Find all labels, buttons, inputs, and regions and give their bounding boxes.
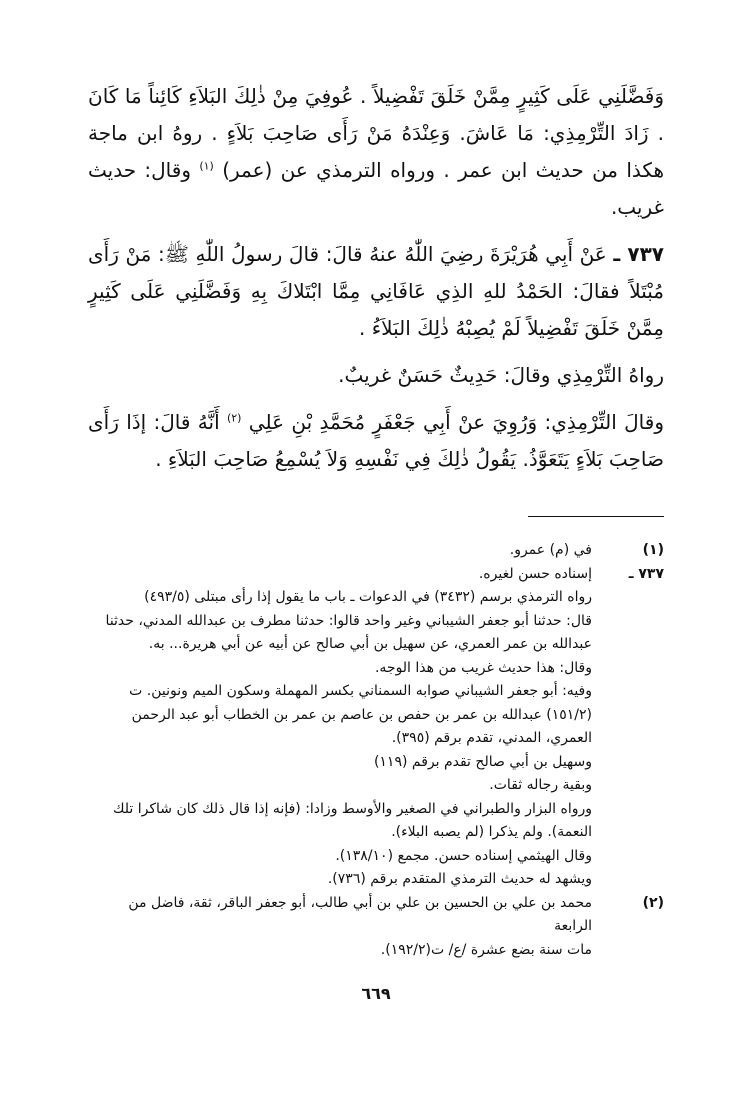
paragraph-4: [88, 404, 664, 478]
footnote-2-body: [88, 892, 592, 963]
footnote-ref-2[interactable]: (٢): [226, 411, 242, 425]
footnote-line: النعمة). ولم يذكرا (لم يصبه البلاء).: [391, 824, 592, 840]
footnote-2-label: (٢): [642, 894, 664, 911]
paragraph-1: [88, 78, 664, 226]
footnote-line: قال: حدثنا أبو جعفر الشيباني وغير واحد قالوا: حدثنا مطرف بن عبدالله المدني، حدثنا: [105, 612, 592, 629]
footnote-1-label: (١): [642, 542, 664, 558]
main-text: [88, 78, 664, 478]
hadith-737: [88, 236, 664, 347]
footnote-line: محمد بن علي بن الحسين بن علي بن أبي طالب، أبو جعفر الباقر، ثقة، فاضل من الرابعة: [128, 894, 592, 934]
footnote-line: وقال الهيثمي إسناده حسن. مجمع (١٣٨/١٠).: [335, 847, 592, 864]
footnote-line: مات سنة بضع عشرة /ع/ ت(١٩٢/٢).: [380, 941, 592, 958]
footnote-737-body: [88, 563, 592, 892]
paragraph-3: [88, 357, 664, 394]
footnote-divider: [528, 516, 664, 517]
footnote-ref-1[interactable]: (١): [199, 159, 214, 173]
footnote-line: عبدالله بن عمر العمري، عن سهيل بن أبي صالح عن أبيه عن أبي هريرة... به.: [148, 636, 592, 652]
paragraph-4-text: وقالَ التِّرْمِذِي: وَرُوِيَ عنْ أَبِي جَعْفَرٍ مُحَمَّدِ بْنِ عَلِي: [248, 410, 664, 434]
paragraph-1-text: وَفَضَّلَنِي عَلَى كَثِيرٍ مِمَّنْ خَلَقَ تَفْضِيلاً . عُوفِيَ مِنْ ذٰلِكَ البَلاَءِ كَائِناً مَا كَانَ . زَادَ التِّرْمِذِي: مَا عَاشَ. وَعِنْدَهُ مَنْ رَأَى صَاحِبَ بَلاَءٍ . روهُ ابن ماجة هكذا من حديث ابن عمر . ورواه الترمذي عن (عمر): [88, 84, 664, 182]
paragraph-4-tail: أَنَّهُ قالَ: إذَا رَأَى صَاحِبَ بَلاَءٍ يَتَعَوَّذُ. يَقُولُ ذٰلِكَ فِي نَفْسِهِ وَلاَ يُسْمِعُ صَاحِبَ البَلاَءِ .: [88, 410, 664, 471]
hadith-737-text: عَنْ أَبِي هُرَيْرَةَ رضِيَ اللّٰهُ عنهُ قالَ: قالَ رسولُ اللّٰهِ ﷺ: مَنْ رَأَى مُبْتَلاً فقالَ: الحَمْدُ للهِ الذِي عَافَانِي مِمَّا ابْتَلاكَ بِهِ وَفَضَّلَنِي عَلَى كَثِيرٍ مِمَّنْ خَلَقَ تَفْضِيلاً لَمْ يُصِبْهُ ذٰلِكَ البَلاَءُ .: [88, 242, 664, 340]
footnote-line: وسهيل بن أبي صالح تقدم برقم (١١٩): [373, 753, 592, 770]
footnote-line: رواه الترمذي برسم (٣٤٣٢) في الدعوات ـ باب ما يقول إذا رأى مبتلى (٤٩٣/٥): [144, 589, 592, 605]
footnote-line: إسناده حسن لغيره.: [478, 565, 592, 582]
footnotes: [88, 539, 664, 962]
footnote-line: العمري، المدني، تقدم برقم (٣٩٥).: [391, 730, 592, 746]
paragraph-1-tail: وقال: حديث غريب.: [88, 158, 664, 219]
footnote-1: [88, 539, 664, 563]
footnote-line: ويشهد له حديث الترمذي المتقدم برقم (٧٣٦).: [327, 871, 592, 887]
footnote-line: ورواه البزار والطبراني في الصغير والأوسط وزادا: (فإنه إذا قال ذلك كان شاكرا تلك: [112, 800, 592, 817]
footnote-737: [88, 563, 664, 892]
footnote-line: وقال: هذا حديث غريب من هذا الوجه.: [374, 659, 592, 676]
footnote-line: وفيه: أبو جعفر الشيباني صوابه السمناني بكسر المهملة وسكون الميم ونونين. ت: [129, 683, 592, 699]
hadith-number: ٧٣٧ ـ: [613, 242, 664, 266]
footnote-737-label: ٧٣٧ ـ: [628, 565, 664, 582]
footnote-line: (١٥١/٢) عبدالله بن عمر بن حفص بن عاصم بن عمر بن الخطاب أبو عبد الرحمن: [131, 706, 592, 723]
footnote-line: وبقية رجاله ثقات.: [489, 777, 592, 793]
paragraph-3-text: رواهُ التِّرْمِذِي وقالَ: حَدِيثٌ حَسَنٌ غريبٌ.: [338, 363, 664, 387]
footnote-1-text: في (م) عمرو.: [509, 542, 592, 558]
book-page: [88, 78, 664, 1058]
page-number: ٦٦٩: [361, 984, 391, 1003]
footnote-2: [88, 892, 664, 963]
